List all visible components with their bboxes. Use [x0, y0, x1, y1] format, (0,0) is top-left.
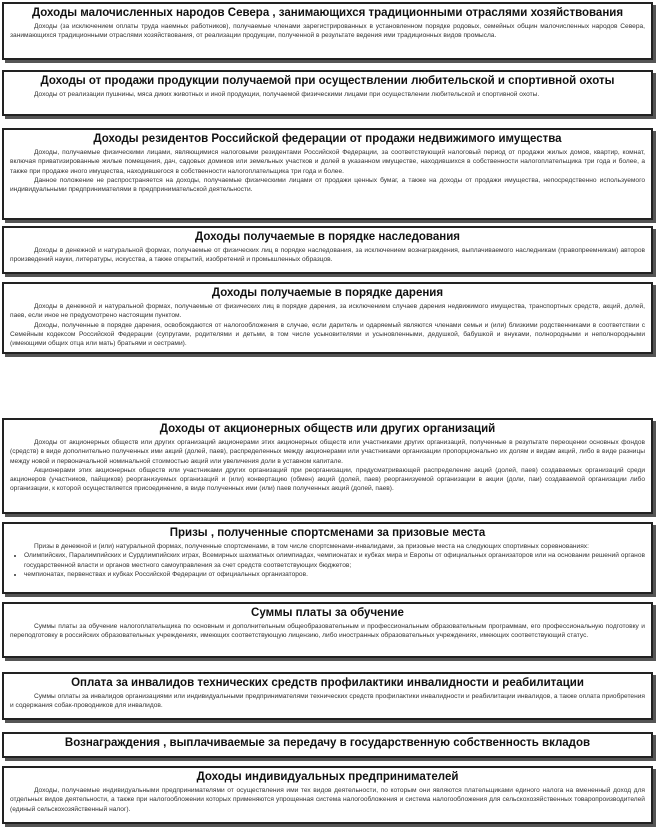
block-paragraph: Доходы, полученные в порядке дарения, освобождаются от налогообложения в случае, если даритель и одаряемый являются членами семьи и (или) близкими родственниками в соответствии с Семейным кодексом Российской Федерации (супругами, родителями и детьми, в том числе усыновителями и усыновленными, дедушкой, бабушкой и внуками, полнородными и неполнородными (имеющими общих отца или мать) братьями и сестрами).: [10, 321, 645, 348]
block-paragraph: Доходы (за исключением оплаты труда наемных работников), получаемые членами зарегистрированных в установленном порядке родовых, семейных общин малочисленных народов Севера, занимающихся традиционными отраслями хозяйствования, от реализации продукции, полученной в результате ведения ими традиционных видов промысла.: [10, 23, 645, 40]
block-title: Вознаграждения , выплачиваемые за передачу в государственную собственность вкладов: [64, 737, 591, 749]
block-title: Доходы от акционерных обществ или других организаций: [159, 423, 496, 435]
block-title: Призы , полученные спортсменами за призовые места: [169, 527, 486, 539]
block-paragraph: Доходы, получаемые физическими лицами, являющимися налоговыми резидентами Российской Федерации, за соответствующий налоговый период от продажи жилых домов, квартир, комнат, включая приватизированные жилые помещения, дач, садовых домиков или земельных участков и долей в указанном имуществе, находившихся в собственности налогоплательщика три года и более, а также при продаже иного имущества, находившегося в собственности налогоплательщика три года и более.: [10, 149, 645, 175]
block-joint-stock-income: [2, 418, 653, 514]
block-sport-prizes: [2, 522, 653, 594]
block-inheritance-income: [2, 226, 653, 274]
block-title: Доходы индивидуальных предпринимателей: [196, 771, 459, 783]
block-title: Доходы малочисленных народов Севера , занимающихся традиционными отраслями хозяйствования: [31, 7, 624, 19]
block-paragraph: Доходы, получаемые индивидуальными предпринимателями от осуществления ими тех видов деятельности, по которым они являются плательщиками единого налога на вмененный доход для отдельных видов деятельности, а также при налогообложении которых применяются упрощенная система налогообложения и система налогообложения для сельскохозяйственных товаропроизводителей (единый сельскохозяйственный налог).: [10, 787, 645, 813]
list-item: • Олимпийских, Паралимпийских и Сурдлимпийских играх, Всемирных шахматных олимпиадах, чемпионатах и кубках мира и Европы от официальных организаторов или на основании решений органов государственной власти и органов местного самоуправления за счет средств соответствующих бюджетов;: [24, 551, 645, 570]
block-disability-aids: [2, 672, 653, 720]
block-deposits-reward: [2, 732, 653, 758]
block-paragraph: Доходы от реализации пушнины, мяса диких животных и иной продукции, получаемой физическими лицами при осуществлении любительской и спортивной охоты.: [34, 91, 540, 98]
block-paragraph: Суммы платы за обучение налогоплательщика по основным и дополнительным общеобразовательным и профессиональным образовательным программам, его профессиональную подготовку и переподготовку в российских образовательных учреждениях, имеющих соответствующую лицензию, либо иностранных образовательных учреждениях, имеющих соответствующий статус.: [10, 623, 645, 640]
prize-competitions-list: [10, 551, 645, 579]
block-entrepreneurs-income: [2, 766, 653, 824]
block-paragraph: Суммы оплаты за инвалидов организациями или индивидуальными предпринимателями технических средств профилактики инвалидности и реабилитации инвалидов, а также оплата приобретения и содержания собак-проводников для инвалидов.: [10, 693, 645, 710]
block-real-estate-income: [2, 128, 653, 220]
block-paragraph: Доходы в денежной и натуральной формах, получаемые от физических лиц в порядке наследования, за исключением вознаграждения, выплачиваемого наследникам (правопреемникам) авторов произведений науки, литературы, искусства, а также открытий, изобретений и промышленных образцов.: [10, 247, 645, 264]
block-paragraph: Призы в денежной и (или) натуральной формах, полученные спортсменами, в том числе спортсменами-инвалидами, за призовые места на следующих спортивных соревнованиях:: [34, 543, 589, 550]
block-title: Суммы платы за обучение: [251, 607, 404, 619]
block-paragraph: Доходы в денежной и натуральной формах, получаемые от физических лиц в порядке дарения, за исключением случаев дарения недвижимого имущества, транспортных средств, акций, долей, паев, если иное не предусмотрено настоящим пунктом.: [10, 303, 645, 320]
block-tuition-fees: [2, 602, 653, 658]
block-paragraph: Доходы от акционерных обществ или других организаций акционерами этих акционерных обществ или участниками других организаций, полученные в результате переоценки основных фондов (средств) в виде дополнительно полученных ими акций (долей, паев), распределенных между акционерами или участниками организации пропорционально их долям и видам акций, либо в виде разницы между новой и первоначальной номинальной стоимостью акций или увеличения доли в уставном капитале.: [10, 439, 645, 465]
block-paragraph: Данное положение не распространяется на доходы, получаемые физическими лицами от продажи ценных бумаг, а также на доходы от продажи имущества, непосредственно используемого индивидуальными предпринимателями в предпринимательской деятельности.: [10, 176, 645, 194]
block-title: Оплата за инвалидов технических средств профилактики инвалидности и реабилитации: [71, 677, 584, 689]
block-title: Доходы получаемые в порядке дарения: [211, 287, 444, 299]
block-title: Доходы от продажи продукции получаемой при осуществлении любительской и спортивной охоты: [40, 75, 615, 87]
block-title: Доходы получаемые в порядке наследования: [195, 231, 460, 243]
block-gift-income: [2, 282, 653, 354]
block-paragraph: Акционерами этих акционерных обществ или участниками других организаций при реорганизации, предусматривающей распределение акций (долей, паев) создаваемых организаций среди акционеров (участников, пайщиков) реорганизуемых организаций и (или) конвертацию (обмен) акций (долей, паев) реорганизуемой организации в акции (доли, паи) создаваемой организации либо организации, к которой осуществляется присоединение, в виде полученных ими (или) паев полученных акций (долей, паев).: [10, 466, 645, 493]
block-hunting-income: [2, 70, 653, 116]
list-item: • чемпионатах, первенствах и кубках Российской Федерации от официальных организаторов.: [24, 570, 645, 579]
block-title: Доходы резидентов Российской федерации от продажи недвижимого имущества: [93, 133, 562, 145]
block-small-peoples-income: [2, 2, 653, 60]
